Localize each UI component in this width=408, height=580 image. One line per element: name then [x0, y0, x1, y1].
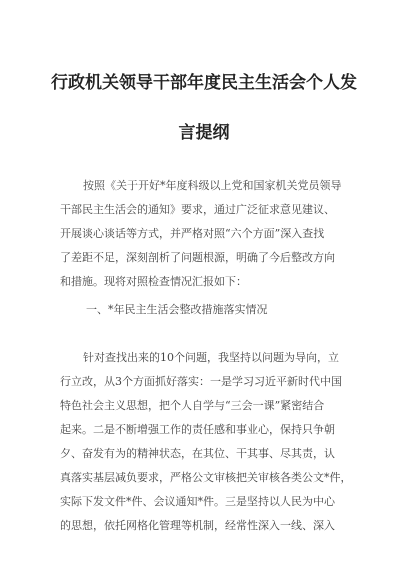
section-1-line: 特色社会主义思想，把个人自学与“三会一课”紧密结合: [60, 399, 325, 412]
intro-paragraph: [60, 174, 360, 294]
section-1-line: 起来。二是不断增强工作的责任感和事业心，保持只争朝: [60, 423, 335, 436]
intro-line: 和措施。现将对照检查情况汇报如下：: [60, 275, 247, 288]
section-1-heading: 一、*年民主生活会整改措施落实情况: [86, 303, 268, 316]
section-1-line: 真落实基层减负要求，严格公文审核把关审核各类公文*件，: [60, 471, 352, 484]
section-1-paragraph: [60, 346, 360, 538]
section-1-line: 夕、奋发有为的精神状态，在其位、干其事、尽其责，认: [60, 447, 335, 460]
document-title-line-2: 言提纲: [178, 123, 230, 143]
section-1-line: 针对查找出来的10个问题，我坚持以问题为导向，立: [83, 351, 339, 364]
section-1-line: 的思想，依托网格化管理等机制，经常性深入一线、深入: [60, 519, 335, 532]
intro-line: 了差距不足，深刻剖析了问题根源，明确了今后整改方向: [60, 251, 335, 264]
intro-line: 按照《关于开好*年度科级以上党和国家机关党员领导: [83, 179, 342, 192]
section-1-line: 实际下发文件*件、会议通知*件。三是坚持以人民为中心: [60, 495, 335, 508]
intro-line: 干部民主生活会的通知》要求，通过广泛征求意见建议、: [60, 203, 335, 216]
document-title-line-1: 行政机关领导干部年度民主生活会个人发: [51, 73, 357, 93]
section-1-line: 行立改，从3个方面抓好落实：一是学习习近平新时代中国: [60, 375, 342, 388]
intro-line: 开展谈心谈话等方式，并严格对照“六个方面”深入查找: [60, 227, 325, 240]
